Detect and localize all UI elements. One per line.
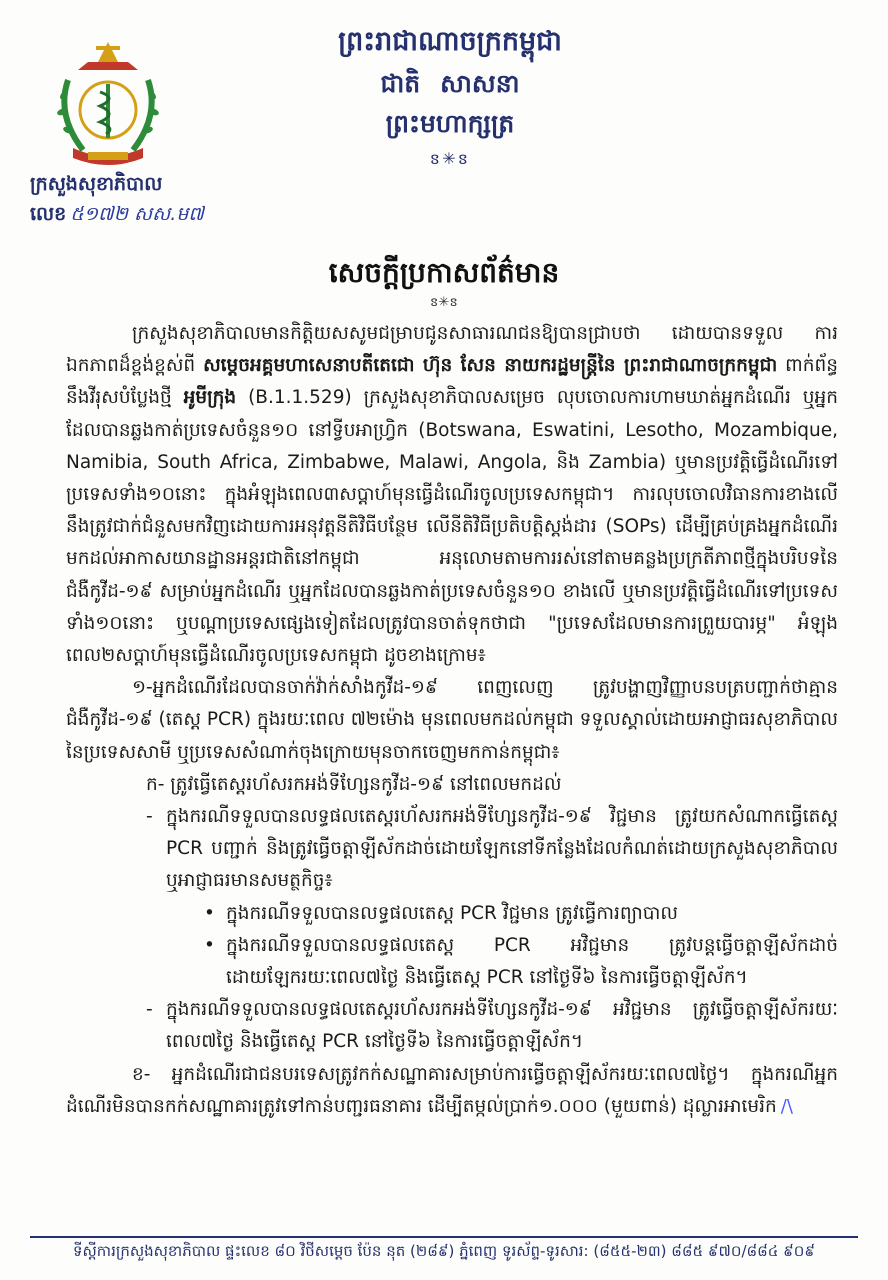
document-body: [66, 318, 838, 1123]
dash-item-negative: [66, 994, 838, 1058]
ministry-name: ក្រសួងសុខាភិបាល: [30, 173, 163, 195]
bullet-mark: •: [204, 902, 215, 924]
item-2-text: ខ- អ្នកដំណើរជាជនបរទេសត្រូវកក់សណ្ឋាគារសម្រាប់ការធ្វើចត្តាឡីស័ករយៈពេល៧ថ្ងៃ។ ក្នុងករណីអ្នកដំណើរមិនបានកក់សណ្ឋាគារត្រូវទៅកាន់បញ្ជរធនាគារ ដើម្បីតម្កល់ប្រាក់១.០០០ (មួយពាន់) ដុល្លារអាមេរិក: [66, 1063, 838, 1117]
kingdom-title: ព្រះរាជាណាចក្រកម្ពុជា: [338, 26, 562, 57]
bullet-item-text: ក្នុងករណីទទួលបានលទ្ធផលតេស្ត PCR វិជ្ជមាន ត្រូវធ្វើការព្យាបាល: [226, 902, 678, 924]
letterhead: [300, 22, 600, 172]
intro-text-c: (B.1.1.529) ក្រសួងសុខាភិបាលសម្រេច លុបចោលការហាមឃាត់អ្នកដំណើរ ឬអ្នកដែលបានឆ្លងកាត់ប្រទេសចំនួន១០ នៅទ្វីបអាហ្វ្រិក (Botswana, Eswatini, Lesotho, Mozambique, Namibia, South Africa, Zimbabwe, Malawi, Angola, និង Zambia) ឬមានប្រវត្តិធ្វើដំណើរទៅប្រទេសទាំង១០នោះ ក្នុងអំឡុងពេល៣សប្តាហ៍មុនធ្វើដំណើរចូលប្រទេសកម្ពុជា។ ការលុបចោលវិធានការខាងលើ នឹងត្រូវជាក់ជំនួសមកវិញដោយការអនុវត្តនីតិវិធីបន្ថែម លើនីតិវិធីប្រតិបត្តិស្តង់ដារ (SOPs) ដើម្បីគ្រប់គ្រងអ្នកដំណើរមកដល់អាកាសយានដ្ឋានអន្តរជាតិនៅកម្ពុជា អនុលោមតាមការរស់នៅតាមគន្លងប្រក្រតីភាពថ្មីក្នុងបរិបទនៃជំងឺកូវីដ-១៩ សម្រាប់អ្នកដំណើរ ឬអ្នកដែលបានឆ្លងកាត់ប្រទេសចំនួន១០ ខាងលើ ឬមានប្រវត្តិធ្វើដំណើរទៅប្រទេសទាំង១០នោះ ឬបណ្តាប្រទេសផ្សេងទៀតដែលត្រូវបានចាត់ទុកថាជា "ប្រទេសដែលមានការព្រួយបារម្ភ" អំឡុងពេល២សប្តាហ៍មុនធ្វើដំណើរចូលប្រទេសកម្ពុជា ដូចខាងក្រោម៖: [66, 387, 838, 667]
paragraph-item-1: ១-អ្នកដំណើរដែលបានចាក់វ៉ាក់សាំងកូវីដ-១៩ ពេញលេញ ត្រូវបង្ហាញវិញ្ញាបនបត្របញ្ជាក់ថាគ្មានជំងឺកូវីដ-១៩ (តេស្ត PCR) ក្នុងរយៈពេល ៧២ម៉ោង មុនពេលមកដល់កម្ពុជា ទទួលស្គាល់ដោយអាជ្ញាធរសុខាភិបាលនៃប្រទេសសាមី ឬប្រទេសសំណាក់ចុងក្រោយមុនចាកចេញមកកាន់កម្ពុជា៖: [66, 677, 838, 763]
dash-mark: -: [146, 999, 153, 1021]
dash-item-positive: [66, 801, 838, 898]
document-number: [30, 202, 204, 230]
paragraph-item-2: [66, 1059, 838, 1123]
bullet-item-text: ក្នុងករណីទទួលបានលទ្ធផលតេស្ត PCR អវិជ្ជមាន ត្រូវបន្តធ្វើចត្តាឡីស័កដាច់ដោយឡែករយៈពេល៧ថ្ងៃ និងធ្វើតេស្ត PCR នៅថ្ងៃទី៦ នៃការធ្វើចត្តាឡីស័ក។: [226, 934, 838, 989]
dash-item-text: ក្នុងករណីទទួលបានលទ្ធផលតេស្តរហ័សរកអង់ទីហ្សែនកូវីដ-១៩ វិជ្ជមាន ត្រូវយកសំណាកធ្វើតេស្ត PCR បញ្ជាក់ និងត្រូវធ្វើចត្តាឡីស័កដាច់ដោយឡែកនៅទីកន្លែងដែលកំណត់ដោយក្រសួងសុខាភិបាល ឬអាជ្ញាធរមានសមត្ថកិច្ច៖: [166, 806, 838, 892]
motto-religion: សាសនា: [440, 69, 520, 98]
header-ornament: ៜ✳ៜ: [429, 149, 471, 168]
intro-text-b: ពាក់ព័ន្ធនឹងវីរុសបំប្លែងថ្មី: [66, 355, 838, 409]
bullet-item-pcr-negative: [66, 930, 838, 994]
doc-number-label: លេខ: [30, 203, 67, 225]
ministry-seal-logo: [48, 40, 168, 170]
doc-number-value: ៥១៧២ សស.ម៧: [70, 203, 204, 225]
page-continue-mark: /\: [780, 1095, 793, 1117]
bullet-mark: •: [204, 934, 215, 956]
title-ornament: ៜ✳ៜ: [429, 295, 459, 310]
bullet-item-pcr-positive: [66, 898, 838, 930]
national-motto: [300, 64, 600, 144]
intro-bold-pm: សម្តេចអគ្គមហាសេនាបតីតេជោ ហ៊ុន សែន នាយករដ្ឋមន្ត្រីនៃ ព្រះរាជាណាចក្រកម្ពុជា: [203, 355, 778, 377]
intro-bold-omicron: អូមីក្រុង: [183, 387, 237, 409]
dash-item-text: ក្នុងករណីទទួលបានលទ្ធផលតេស្តរហ័សរកអង់ទីហ្សែនកូវីដ-១៩ អវិជ្ជមាន ត្រូវធ្វើចត្តាឡីស័ករយៈពេល៧ថ្ងៃ និងធ្វើតេស្ត PCR នៅថ្ងៃទី៦ នៃការធ្វើចត្តាឡីស័ក។: [166, 999, 838, 1053]
footer-divider: [30, 1236, 858, 1238]
paragraph-intro: [66, 318, 838, 672]
intro-text-a: ក្រសួងសុខាភិបាលមានកិត្តិយសសូមជម្រាបជូនសាធារណជនឱ្យបានជ្រាបថា ដោយបានទទួល ការឯកភាពដ៏ខ្ពង់ខ្ពស់ពី: [66, 323, 838, 377]
document-title: សេចក្តីប្រកាសព័ត៌មាន: [328, 256, 560, 289]
motto-nation: ជាតិ: [380, 69, 421, 98]
paragraph-item-1a: ក- ត្រូវធ្វើតេស្តរហ័សរកអង់ទីហ្សែនកូវីដ-១៩ នៅពេលមកដល់: [146, 773, 562, 795]
dash-mark: -: [146, 806, 153, 828]
footer-address: ទីស្តីការក្រសួងសុខាភិបាល ផ្ទះលេខ ៨០ វិថីសម្តេច ប៉ែន នុត (២៨៩) ភ្នំពេញ ទូរស័ព្ទ-ទូរសារ: (៨៥៥-២៣) ៨៨៥ ៩៧០/៨៨៤ ៩០៩: [73, 1242, 815, 1260]
motto-king: ព្រះមហាក្សត្រ: [385, 109, 515, 138]
